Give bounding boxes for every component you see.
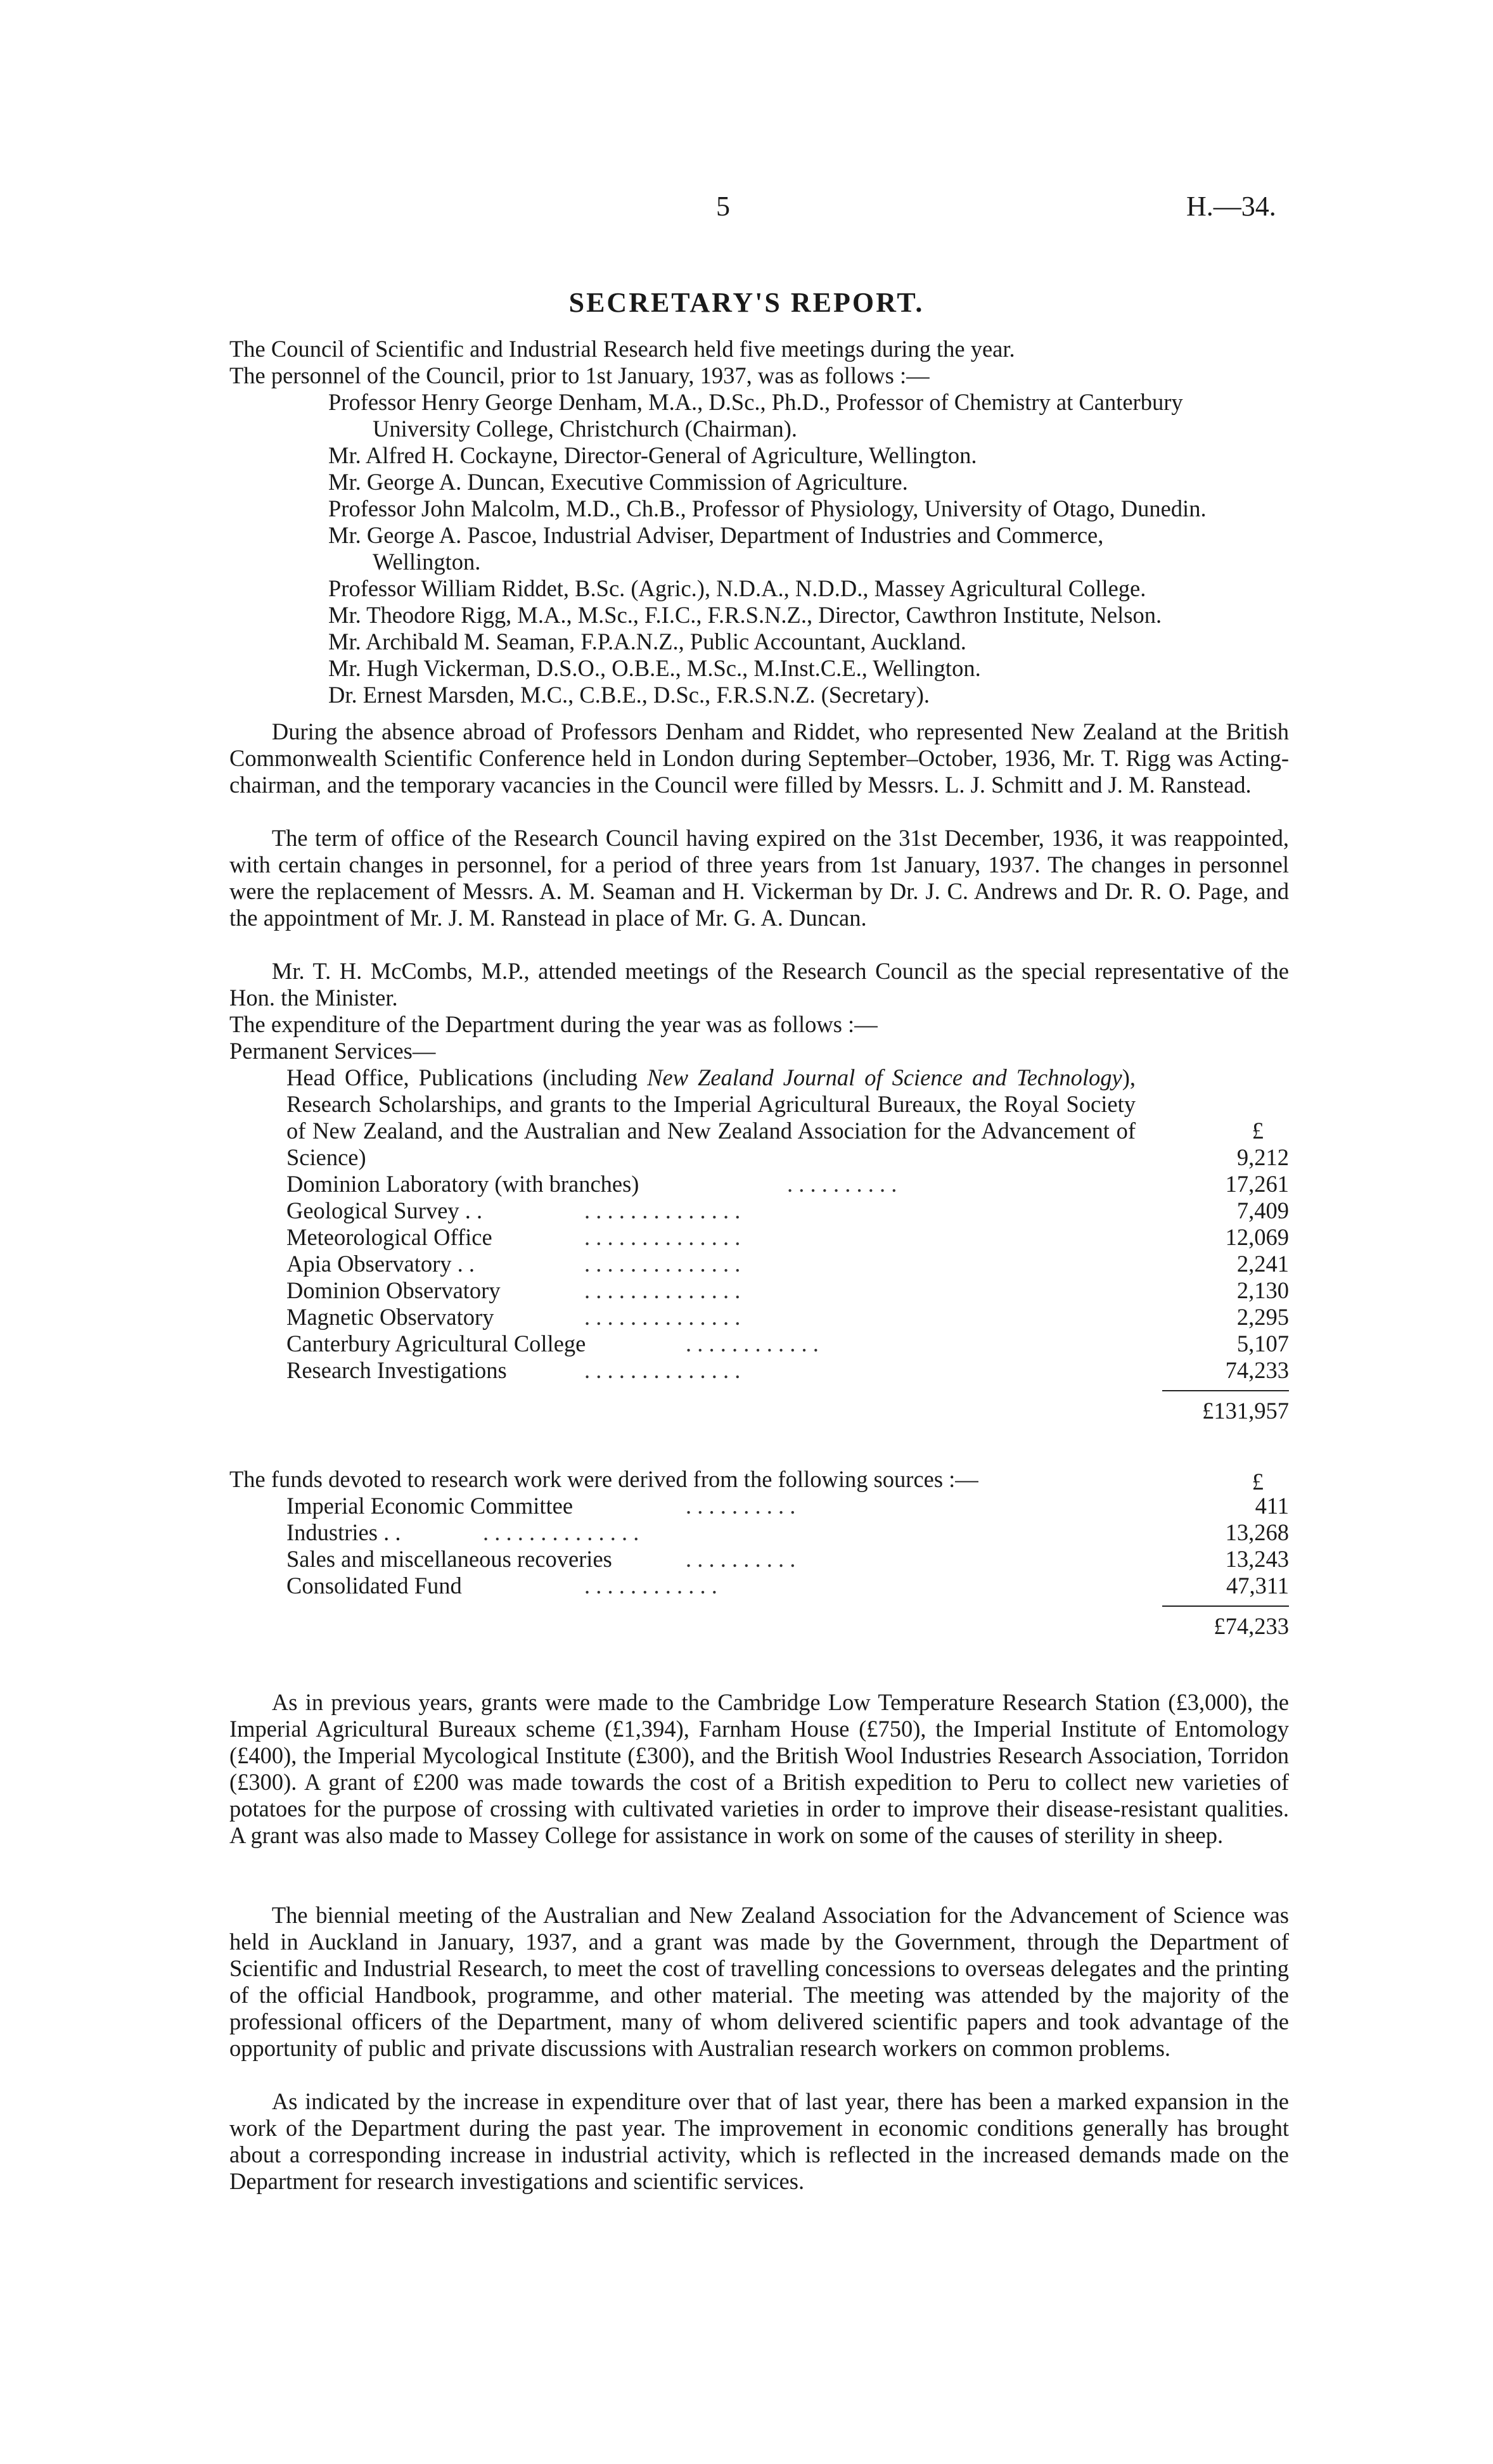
expenditure-total-row bbox=[229, 1384, 1289, 1426]
amount: 9,212 bbox=[1236, 1144, 1289, 1170]
item-label: Geological Survey . . bbox=[286, 1197, 483, 1223]
leader-dots: . . . . . . . . . . . . . . bbox=[584, 1197, 741, 1223]
item-label: Meteorological Office bbox=[286, 1224, 492, 1250]
expenditure-subhead: Permanent Services— bbox=[229, 1038, 436, 1064]
paragraph-grants bbox=[229, 1689, 1289, 1849]
paragraph-biennial bbox=[229, 1902, 1289, 2062]
member-item: Mr. Archibald M. Seaman, F.P.A.N.Z., Public Accountant, Auckland. bbox=[328, 629, 966, 654]
page-number: 5 bbox=[716, 191, 730, 222]
item-label: Consolidated Fund bbox=[286, 1573, 462, 1599]
intro-block bbox=[229, 336, 1289, 389]
amount: 5,107 bbox=[1236, 1331, 1289, 1356]
amount: 2,241 bbox=[1236, 1251, 1289, 1277]
expenditure-row bbox=[229, 1251, 1289, 1277]
expenditure-row bbox=[229, 1277, 1289, 1304]
paragraph-increase bbox=[229, 2088, 1289, 2195]
member-line: Mr. George A. Pascoe, Industrial Adviser, Department of Industries and Commerce, bbox=[328, 522, 1104, 548]
leader-dots: . . . . . . . . . . bbox=[686, 1546, 796, 1572]
amount: 7,409 bbox=[1236, 1197, 1289, 1223]
amount: 12,069 bbox=[1225, 1224, 1289, 1250]
amount: 411 bbox=[1255, 1493, 1289, 1519]
paragraph-text: During the absence abroad of Professors Denham and Riddet, who represented New Zealand at the British Commonwealth Scientific Conference held in London during September–October, 1936, Mr. T. Rigg was Acting-chairman, and the temporary vacancies in the Council were filled by Messrs. L. J. Schmitt and J. M. Ranstead. bbox=[229, 718, 1289, 798]
page-title: SECRETARY'S REPORT. bbox=[568, 287, 925, 318]
leader-dots: . . . . . . . . . . . . bbox=[686, 1331, 819, 1356]
expenditure-subhead-row bbox=[229, 1038, 1289, 1064]
funds-row bbox=[229, 1573, 1289, 1599]
amount: 13,268 bbox=[1225, 1519, 1289, 1545]
leader-dots: . . . . . . . . . . . . bbox=[584, 1573, 717, 1599]
amount: 47,311 bbox=[1226, 1573, 1289, 1599]
amount: 2,295 bbox=[1236, 1304, 1289, 1330]
head-office-text: Head Office, Publications (including bbox=[286, 1064, 648, 1090]
amount: 2,130 bbox=[1236, 1277, 1289, 1303]
journal-title: New Zealand Journal of Science and Technology bbox=[647, 1064, 1122, 1090]
expenditure-table bbox=[229, 1011, 1289, 1426]
leader-dots: . . . . . . . . . . . . . . bbox=[483, 1519, 639, 1545]
leader-dots: . . . . . . . . . . bbox=[686, 1493, 796, 1519]
item-label: Apia Observatory . . bbox=[286, 1251, 475, 1277]
leader-dots: . . . . . . . . . . . . . . bbox=[584, 1224, 741, 1250]
amount: 13,243 bbox=[1225, 1546, 1289, 1572]
expenditure-row bbox=[229, 1197, 1289, 1224]
item-label: Industries . . bbox=[286, 1519, 401, 1545]
member-item: Professor William Riddet, B.Sc. (Agric.), N.D.A., N.D.D., Massey Agricultural College. bbox=[328, 575, 1146, 601]
total-rule bbox=[1162, 1605, 1289, 1607]
leader-dots: . . . . . . . . . . . . . . bbox=[584, 1251, 741, 1277]
leader-dots: . . . . . . . . . . bbox=[787, 1171, 897, 1197]
item-label: Dominion Laboratory (with branches) bbox=[286, 1171, 639, 1197]
item-label: Sales and miscellaneous recoveries bbox=[286, 1546, 612, 1572]
head-office-row bbox=[229, 1064, 1289, 1171]
paragraph-text: The biennial meeting of the Australian and New Zealand Association for the Advancement of Science was held in Auckland in January, 1937, and a grant was made by the Government, through the Department of Scientific and Industrial Research, to meet the cost of travelling concessions to overseas delegates and the printing of the official Handbook, programme, and other material. The meeting was attended by the majority of the professional officers of the Department, many of whom delivered scientific papers and took advantage of the opportunity of public and private discussions with Australian research workers on common problems. bbox=[229, 1902, 1289, 2061]
paragraph-text: As in previous years, grants were made to the Cambridge Low Temperature Research Station (£3,000), the Imperial Agricultural Bureaux scheme (£1,394), Farnham House (£750), the Imperial Institute of Entomology (£400), the Imperial Mycological Institute (£300), and the British Wool Industries Research Association, Torridon (£300). A grant of £200 was made towards the cost of a British expedition to Peru to collect new varieties of potatoes for the purpose of crossing with cultivated varieties in order to improve their disease-resistant qualities. A grant was also made to Massey College for assistance in work on some of the causes of sterility in sheep. bbox=[229, 1689, 1289, 1848]
member-list bbox=[229, 389, 1289, 708]
funds-row bbox=[229, 1493, 1289, 1519]
intro-line: The personnel of the Council, prior to 1st January, 1937, was as follows :— bbox=[229, 362, 930, 388]
expenditure-row bbox=[229, 1304, 1289, 1331]
item-label: Magnetic Observatory bbox=[286, 1304, 494, 1330]
intro-line: The Council of Scientific and Industrial Research held five meetings during the year. bbox=[229, 336, 1015, 362]
member-line-cont: University College, Christchurch (Chairman). bbox=[373, 416, 798, 442]
expenditure-row bbox=[229, 1224, 1289, 1251]
total-rule bbox=[1162, 1390, 1289, 1391]
member-line: Professor Henry George Denham, M.A., D.Sc., Ph.D., Professor of Chemistry at Canterbury bbox=[328, 389, 1183, 415]
expenditure-intro-row bbox=[229, 1011, 1289, 1038]
member-item: Mr. Alfred H. Cockayne, Director-General of Agriculture, Wellington. bbox=[328, 442, 977, 468]
funds-row bbox=[229, 1546, 1289, 1573]
currency-header: £ bbox=[1252, 1469, 1264, 1495]
amount: 17,261 bbox=[1225, 1171, 1289, 1197]
paragraph-text: The term of office of the Research Council having expired on the 31st December, 1936, it was reappointed, with certain changes in personnel, for a period of three years from 1st January, 1937. The changes in personnel were the replacement of Messrs. A. M. Seaman and H. Vickerman by Dr. J. C. Andrews and Dr. R. O. Page, and the appointment of Mr. J. M. Ranstead in place of Mr. G. A. Duncan. bbox=[229, 825, 1289, 931]
member-item: Professor John Malcolm, M.D., Ch.B., Professor of Physiology, University of Otago, Dunedin. bbox=[328, 495, 1207, 521]
expenditure-row bbox=[229, 1357, 1289, 1384]
member-item: Mr. George A. Duncan, Executive Commission of Agriculture. bbox=[328, 469, 908, 495]
leader-dots: . . . . . . . . . . . . . . bbox=[584, 1357, 741, 1383]
item-label: Imperial Economic Committee bbox=[286, 1493, 573, 1519]
head-office-label bbox=[286, 1064, 1136, 1171]
funds-intro: The funds devoted to research work were derived from the following sources :— bbox=[229, 1466, 978, 1492]
document-code: H.—34. bbox=[1186, 191, 1276, 222]
item-label: Dominion Observatory bbox=[286, 1277, 501, 1303]
paragraph-term bbox=[229, 825, 1289, 931]
head-office-text: ), Research Scholarships, and grants to the Imperial Agricultural Bureaux, the Royal Society of New Zealand, and the Australian and New Zealand Association for the Advancement of Science) bbox=[286, 1064, 1136, 1170]
paragraph-mccombs bbox=[229, 958, 1289, 1011]
funds-total-row bbox=[229, 1599, 1289, 1641]
funds-total: £74,233 bbox=[1214, 1613, 1289, 1639]
expenditure-intro: The expenditure of the Department during the year was as follows :— bbox=[229, 1011, 878, 1037]
leader-dots: . . . . . . . . . . . . . . bbox=[584, 1277, 741, 1303]
funds-intro-row bbox=[229, 1466, 1289, 1493]
member-item: Dr. Ernest Marsden, M.C., C.B.E., D.Sc., F.R.S.N.Z. (Secretary). bbox=[328, 682, 930, 708]
leader-dots: . . . . . . . . . . . . . . bbox=[584, 1304, 741, 1330]
paragraph-text: Mr. T. H. McCombs, M.P., attended meetings of the Research Council as the special representative of the Hon. the Minister. bbox=[229, 958, 1289, 1011]
paragraph-absence bbox=[229, 718, 1289, 798]
expenditure-total: £131,957 bbox=[1202, 1398, 1289, 1424]
member-line-cont: Wellington. bbox=[373, 549, 481, 575]
item-label: Canterbury Agricultural College bbox=[286, 1331, 586, 1356]
currency-header: £ bbox=[1252, 1118, 1264, 1144]
member-item bbox=[229, 522, 1289, 575]
funds-row bbox=[229, 1519, 1289, 1546]
item-label: Research Investigations bbox=[286, 1357, 507, 1383]
amount: 74,233 bbox=[1225, 1357, 1289, 1383]
member-item: Mr. Hugh Vickerman, D.S.O., O.B.E., M.Sc., M.Inst.C.E., Wellington. bbox=[328, 655, 981, 681]
member-item: Mr. Theodore Rigg, M.A., M.Sc., F.I.C., F.R.S.N.Z., Director, Cawthron Institute, Nelson. bbox=[328, 602, 1162, 628]
expenditure-row bbox=[229, 1171, 1289, 1197]
paragraph-text: As indicated by the increase in expenditure over that of last year, there has been a marked expansion in the work of the Department during the past year. The improvement in economic conditions generally has brought about a corresponding increase in industrial activity, which is reflected in the increased demands made on the Department for research investigations and scientific services. bbox=[229, 2088, 1289, 2194]
funds-table bbox=[229, 1466, 1289, 1641]
member-item bbox=[229, 389, 1289, 442]
expenditure-row bbox=[229, 1331, 1289, 1357]
